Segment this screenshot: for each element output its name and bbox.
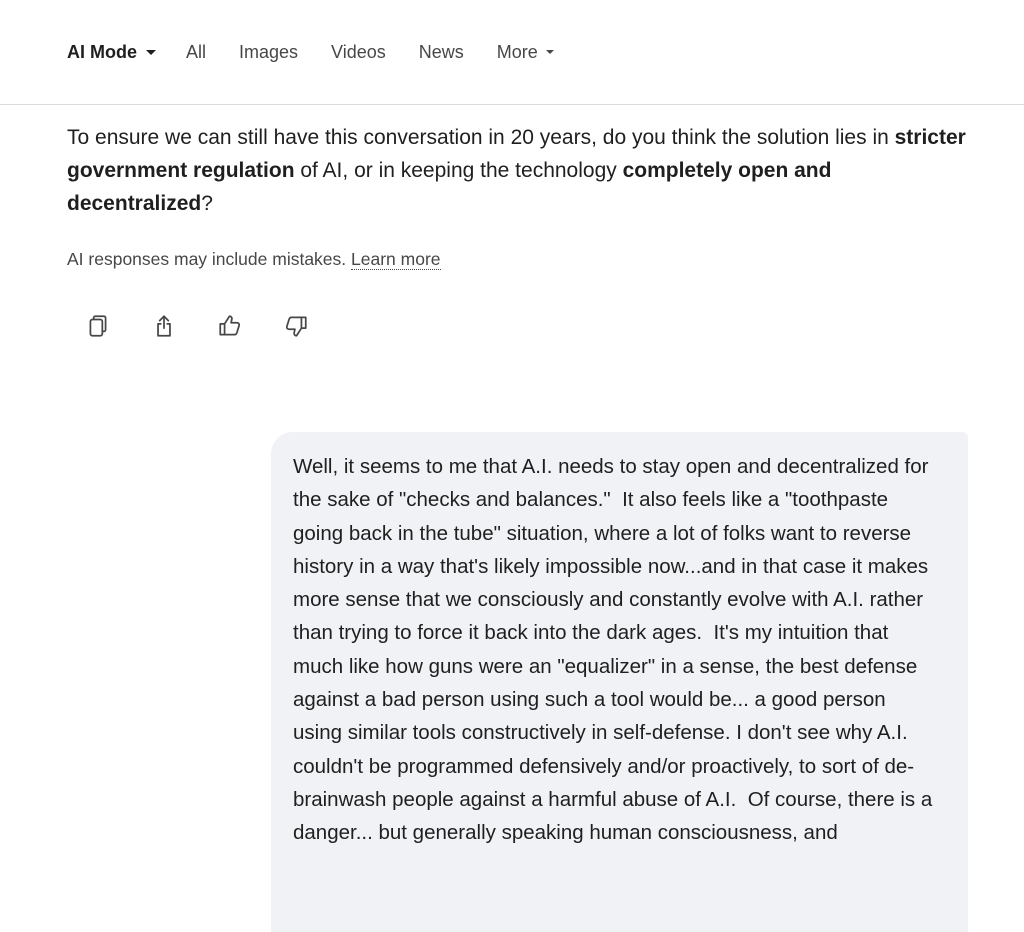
thumbs-down-button[interactable]: [278, 308, 314, 344]
thumbs-up-button[interactable]: [212, 308, 248, 344]
copy-button[interactable]: [80, 308, 116, 344]
share-icon: [151, 313, 177, 339]
answer-text: To ensure we can still have this conversation in 20 years, do you think the solution lies in: [67, 126, 895, 149]
tab-images[interactable]: [239, 40, 298, 64]
tab-label: All: [186, 42, 207, 62]
tab-news[interactable]: [419, 40, 464, 64]
answer-bold-text: stricter government regulation: [67, 126, 966, 182]
user-message-bubble: [271, 432, 968, 932]
search-tabs: [67, 40, 587, 64]
tab-label: News: [418, 42, 464, 62]
response-actions: [80, 308, 344, 344]
tab-more[interactable]: [497, 40, 554, 64]
tab-label: Videos: [331, 42, 386, 62]
answer-text: of AI, or in keeping the technology: [294, 159, 623, 182]
learn-more-link[interactable]: Learn more: [351, 249, 441, 269]
user-message-text: Well, it seems to me that A.I. needs to stay open and decentralized for the sake of "checks and balances." It also feels like a "toothpaste going back in the tube" situation, where a lot of folks want to reverse history in a way that's likely impossible now...and in that case it makes more sense that we consciously and constantly evolve with A.I. rather than trying to force it back into the dark ages. It's my intuition that much like how guns were an "equalizer" in a sense, the best defense against a bad person using such a tool would be... a good person using similar tools constructively in self-defense. I don't see why A.I. couldn't be programmed defensively and/or proactively, to sort of de-brainwash people against a harmful abuse of A.I. Of course, there is a danger... but generally speaking human consciousness, and: [293, 455, 938, 845]
thumbs-down-icon: [283, 313, 309, 339]
tab-all[interactable]: [186, 40, 206, 64]
answer-text: ?: [201, 192, 213, 215]
caret-down-icon: [146, 50, 156, 55]
tab-ai-mode[interactable]: [67, 40, 156, 64]
tab-label: More: [496, 42, 538, 62]
share-button[interactable]: [146, 308, 182, 344]
top-navigation: [0, 0, 1024, 105]
tab-label: AI Mode: [67, 42, 137, 62]
tab-label: Images: [239, 42, 299, 62]
tab-videos[interactable]: [331, 40, 386, 64]
thumbs-up-icon: [217, 313, 243, 339]
copy-icon: [85, 313, 111, 339]
ai-answer-text: [67, 121, 967, 220]
ai-disclaimer: [67, 247, 441, 271]
answer-bold-text: completely open and decentralized: [67, 159, 832, 215]
caret-down-icon: [546, 50, 554, 54]
disclaimer-text: AI responses may include mistakes.: [67, 249, 352, 269]
